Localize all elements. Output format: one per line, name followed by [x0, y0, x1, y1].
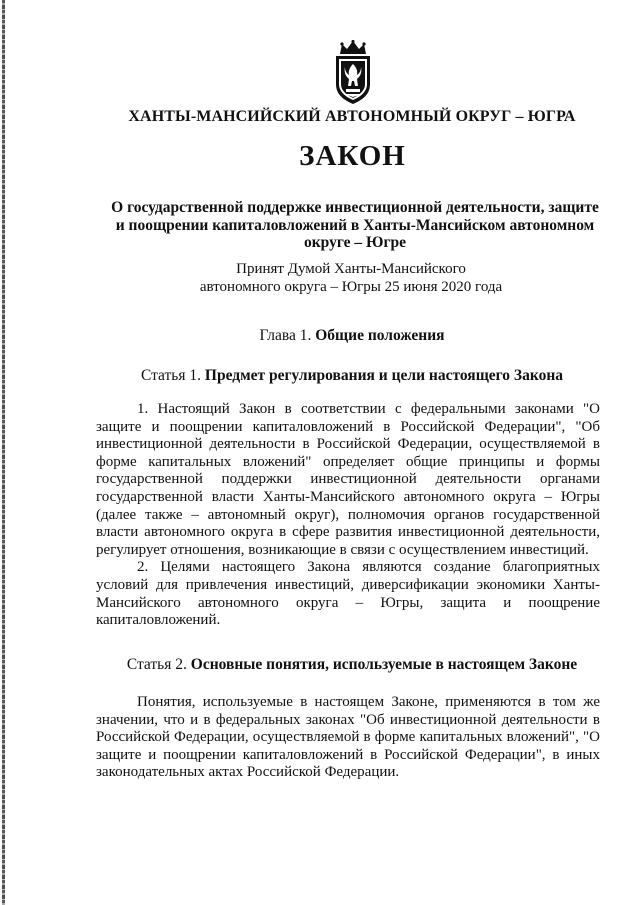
- article-1-body: [96, 401, 600, 630]
- article-1-prefix: Статья 1.: [140, 367, 205, 384]
- article-1-heading: [92, 367, 612, 385]
- article-1-paragraph-2: 2. Целями настоящего Закона являются создание благоприятных условий для привлечения инвестиций, диверсификации экономики Ханты-Мансийского автономного округа – Югры, защита и поощрение капиталовложений.: [96, 559, 600, 629]
- article-2-body: [96, 694, 600, 782]
- document-type: ЗАКОН: [299, 140, 406, 172]
- adoption-line-2: автономного округа – Югры 25 июня 2020 года: [199, 279, 503, 295]
- article-2-prefix: Статья 2.: [126, 656, 191, 673]
- article-1-paragraph-1: 1. Настоящий Закон в соответствии с федеральными законами "О защите и поощрении капиталовложений в Российской Федерации", "Об инвестиционной деятельности в Российской Федерации, осуществляемой в форме капитальных вложений" определяет общие принципы и формы государственной поддержки инвестиционной деятельности органами государственной власти Ханты-Мансийского автономного округа – Югры (далее также – автономный округ), полномочия органов государственной власти автономного округа в сфере развития инвестиционной деятельности, регулирует отношения, возникающие в связи с осуществлением инвестиций.: [96, 401, 600, 558]
- chapter-prefix: Глава 1.: [259, 327, 316, 344]
- adoption-line-1: Принят Думой Ханты-Мансийского: [236, 261, 466, 277]
- article-2-heading: [92, 656, 612, 674]
- chapter-heading: [92, 327, 612, 345]
- coat-of-arms-icon: [328, 40, 378, 105]
- region-name: ХАНТЫ-МАНСИЙСКИЙ АВТОНОМНЫЙ ОКРУГ – ЮГРА: [128, 108, 576, 125]
- law-subject: О государственной поддержке инвестиционной деятельности, защите и поощрении капиталовложений в Ханты-Мансийском автономном округе – Югре: [111, 199, 599, 251]
- article-1-title: Предмет регулирования и цели настоящего Закона: [204, 367, 564, 384]
- scan-edge: [2, 0, 5, 905]
- article-2-title: Основные понятия, используемые в настоящем Законе: [190, 656, 578, 673]
- chapter-title: Общие положения: [315, 327, 445, 344]
- article-2-paragraph-1: Понятия, используемые в настоящем Законе, применяются в том же значении, что и в федеральных законах "Об инвестиционной деятельности в Российской Федерации, осуществляемой в форме капитальных вложений", "О защите и поощрении капиталовложений в Российской Федерации", в иных законодательных актах Российской Федерации.: [96, 694, 600, 781]
- adoption-note: [170, 260, 532, 296]
